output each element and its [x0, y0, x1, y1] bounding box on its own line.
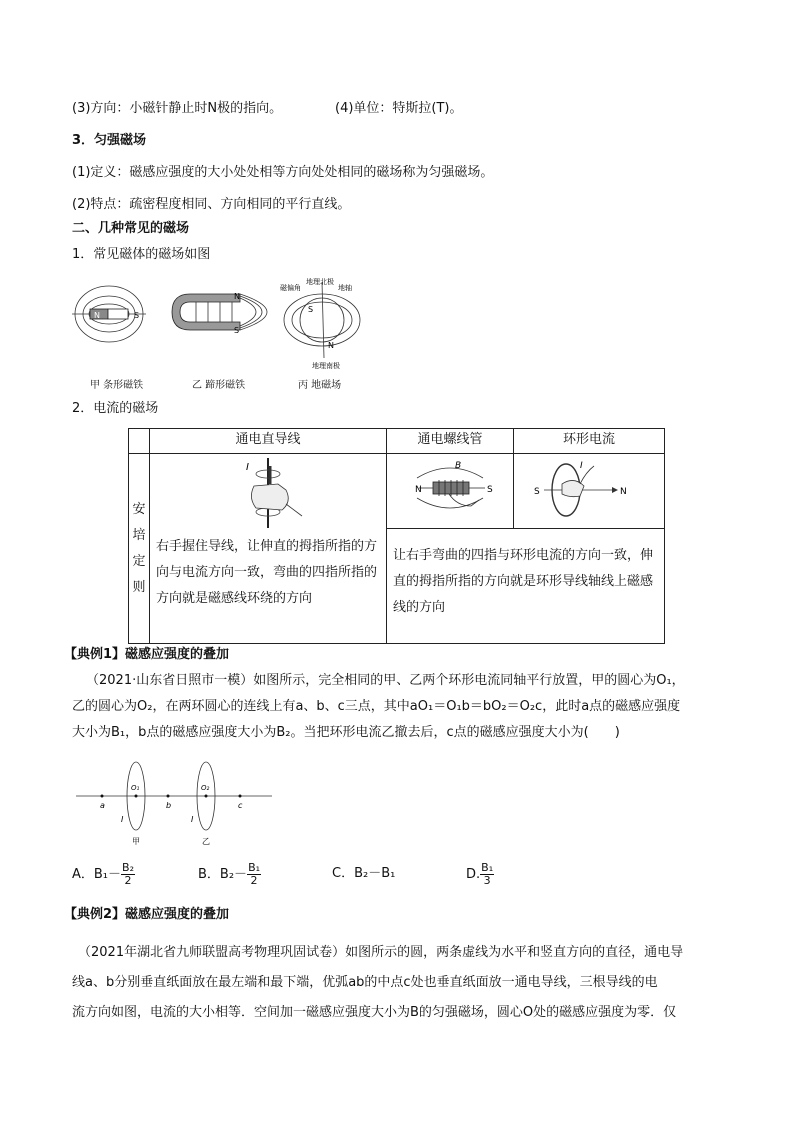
table-corner: [129, 429, 150, 454]
option-b: [198, 862, 261, 887]
fig-o2-label: O₂: [201, 784, 210, 792]
coil-description: 让右手弯曲的四指与环形电流的方向一致，伸直的拇指所指的方向就是环形导线轴线上磁感线的方向: [393, 548, 654, 615]
fig-o1-label: O₁: [131, 784, 140, 792]
example2-line1: （2021年湖北省九师联盟高考物理巩固试卷）如图所示的圆，两条虚线为水平和竖直方向的直径，通电导: [78, 945, 684, 960]
caption-horseshoe: 乙 蹄形磁铁: [192, 380, 246, 391]
horse-n-label: N: [234, 292, 240, 301]
item2-text: 2．电流的磁场: [72, 401, 159, 416]
ring-i-label: I: [580, 461, 583, 471]
horse-s-label: S: [234, 326, 240, 335]
coil-description-cell: [387, 529, 665, 644]
fig-b-label: b: [166, 801, 172, 810]
wire-figure: [150, 454, 386, 530]
fig-i2-label: I: [191, 815, 194, 824]
fig-i1-label: I: [121, 815, 124, 824]
caption-bar: 甲 条形磁铁: [90, 380, 144, 391]
example1-title: 【典例1】磁感应强度的叠加: [64, 647, 230, 662]
option-b-text: B．B₂－: [198, 867, 248, 882]
earth-angle-label: 磁偏角: [280, 284, 301, 292]
option-a: [72, 862, 135, 887]
two-ring-diagram: [76, 756, 276, 848]
option-d: [466, 862, 494, 887]
option-a-num: B₂: [122, 861, 134, 874]
feature-text: (2)特点：疏密程度相同、方向相同的平行直线。: [72, 197, 351, 212]
example2-title: 【典例2】磁感应强度的叠加: [64, 907, 230, 922]
option-a-den: 2: [124, 874, 132, 887]
unit-text: (4)单位：特斯拉(T)。: [335, 101, 463, 116]
earth-south-label: 地理南极: [312, 362, 340, 370]
bar-s-label: S: [134, 311, 140, 320]
option-b-den: 2: [250, 874, 258, 887]
direction-text: (3)方向：小磁针静止时N极的指向。: [72, 101, 283, 116]
magnet-field-diagram: [72, 272, 362, 392]
wire-cell: [150, 454, 387, 644]
earth-s-label: S: [308, 305, 314, 314]
solenoid-b-label: B: [455, 461, 462, 471]
option-b-num: B₁: [248, 861, 261, 874]
bar-n-label: N: [94, 311, 100, 320]
wire-i-label: I: [246, 462, 249, 473]
example1-line2: 乙的圆心为O₂，在两环圆心的连线上有a、b、c三点，其中aO₁＝O₁b＝bO₂＝O₂c，此时a点的磁感应强度: [72, 699, 681, 714]
option-a-text: A．B₁－: [72, 867, 122, 882]
row-label-2: 定则: [132, 553, 146, 595]
ring-current-diagram: [514, 454, 664, 524]
ring-n-label: N: [620, 487, 627, 497]
option-c-text: C．B₂－B₁: [332, 866, 396, 881]
example1-line1-text: （2021·山东省日照市一模）如图所示，完全相同的甲、乙两个环形电流同轴平行放置，甲的圆心为: [86, 673, 657, 688]
right-hand-wire-diagram: [150, 454, 386, 530]
header-ring-current: 环形电流: [514, 429, 665, 454]
item1-text: 1．常见磁体的磁场如图: [72, 247, 211, 262]
option-d-den: 3: [483, 874, 491, 887]
example1-figure: [76, 756, 276, 848]
direction-line: [72, 100, 282, 118]
current-field-table: [128, 428, 665, 644]
fig-c-label: c: [238, 801, 243, 810]
row-label: [129, 454, 150, 644]
fig-yi-label: 乙: [202, 837, 210, 846]
header-straight-wire: 通电直导线: [150, 429, 387, 454]
solenoid-diagram: [387, 454, 513, 524]
heading-uniform-field: 3．匀强磁场: [72, 133, 147, 148]
wire-description: 右手握住导线，让伸直的拇指所指的方向与电流方向一致，弯曲的四指所指的方向就是磁感线环绕的方向: [156, 539, 378, 606]
example2-line3: 流方向如图，电流的大小相等．空间加一磁感应强度大小为B的匀强磁场，圆心O处的磁感应强度为零．仅: [72, 1005, 677, 1020]
definition-text: (1)定义：磁感应强度的大小处处相等方向处处相同的磁场称为匀强磁场。: [72, 165, 494, 180]
fig-jia-label: 甲: [132, 837, 140, 846]
magnet-figure: [72, 272, 362, 392]
solenoid-s-label: S: [487, 485, 493, 495]
header-solenoid: 通电螺线管: [387, 429, 514, 454]
section-heading: 二、几种常见的磁场: [72, 221, 190, 236]
solenoid-n-label: N: [415, 485, 422, 495]
ring-fig-cell: [514, 454, 665, 529]
option-c: [332, 862, 395, 881]
earth-axis-label: 地轴: [338, 284, 352, 292]
earth-n-label: N: [328, 341, 334, 350]
example1-line1: [86, 672, 685, 690]
option-d-num: B₁: [481, 861, 494, 874]
fig-a-label: a: [100, 801, 105, 810]
row-label-1: 安培: [132, 501, 146, 543]
solenoid-fig-cell: [387, 454, 514, 529]
example2-line2: 线a、b分别垂直纸面放在最左端和最下端，优弧ab的中点c处也垂直纸面放一通电导线，三根导线的电: [72, 975, 658, 990]
ring-s-label: S: [534, 487, 540, 497]
caption-earth: 丙 地磁场: [298, 380, 342, 391]
example1-o1: O₁，: [656, 673, 685, 688]
earth-north-label: 地理北极: [306, 278, 334, 286]
option-d-text: D.: [466, 867, 481, 882]
example1-line3: 大小为B₁，b点的磁感应强度大小为B₂。当把环形电流乙撤去后，c点的磁感应强度大小为( ): [72, 725, 620, 740]
